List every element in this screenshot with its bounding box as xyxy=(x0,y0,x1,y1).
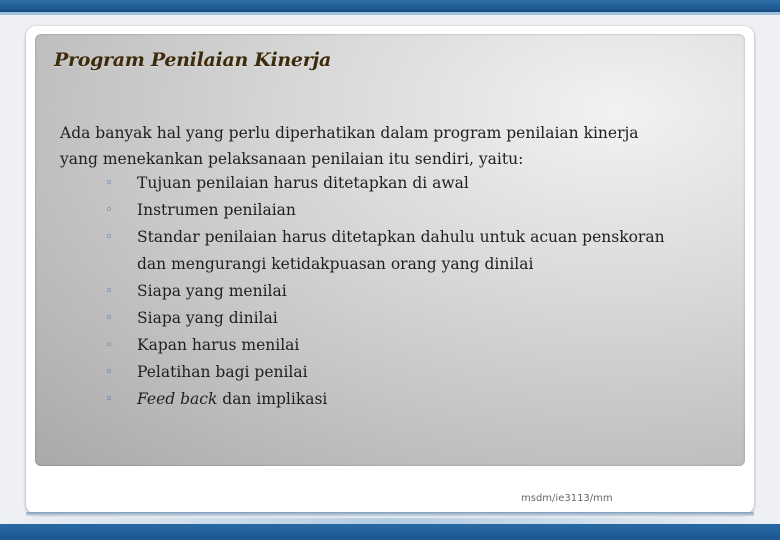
bullet-text: Tujuan penilaian harus ditetapkan di awal xyxy=(137,174,469,192)
bullet-marker-icon: ◦ xyxy=(105,230,113,245)
bullet-text: Siapa yang dinilai xyxy=(137,309,278,327)
bullet-item xyxy=(100,278,680,305)
bullet-marker-icon: ◦ xyxy=(105,284,113,299)
bullet-text: dan implikasi xyxy=(217,390,328,408)
bullet-marker-icon: ◦ xyxy=(105,176,113,191)
bullet-item xyxy=(100,170,680,197)
bullet-emphasis: Feed back xyxy=(137,390,218,408)
bullet-marker-icon: ◦ xyxy=(105,338,113,353)
bullet-text: Siapa yang menilai xyxy=(137,282,287,300)
top-accent-line xyxy=(0,12,780,15)
bullet-text: Standar penilaian harus ditetapkan dahulu untuk acuan penskoran dan mengurangi ketidakpuasan orang yang dinilai xyxy=(137,228,665,273)
bottom-rule xyxy=(26,512,754,516)
bullet-item xyxy=(100,386,680,413)
bullet-marker-icon: ◦ xyxy=(105,311,113,326)
bullet-text: Pelatihan bagi penilai xyxy=(137,363,308,381)
intro-text: Ada banyak hal yang perlu diperhatikan dalam program penilaian kinerja yang menekankan pelaksanaan penilaian itu sendiri, yaitu: xyxy=(60,124,639,168)
top-accent-bar xyxy=(0,0,780,12)
bullet-item xyxy=(100,332,680,359)
bullet-text: Kapan harus menilai xyxy=(137,336,300,354)
slide-title: Program Penilaian Kinerja xyxy=(54,49,332,71)
bullet-marker-icon: ◦ xyxy=(105,365,113,380)
footer-text: msdm/ie3113/mm xyxy=(521,493,613,504)
bottom-accent-bar xyxy=(0,524,780,540)
bullet-item xyxy=(100,197,680,224)
bullet-list xyxy=(100,170,680,413)
bullet-item xyxy=(100,224,680,278)
bullet-item xyxy=(100,359,680,386)
bullet-marker-icon: ◦ xyxy=(105,392,113,407)
bullet-text: Instrumen penilaian xyxy=(137,201,296,219)
bullet-item xyxy=(100,305,680,332)
bullet-marker-icon: ◦ xyxy=(105,203,113,218)
